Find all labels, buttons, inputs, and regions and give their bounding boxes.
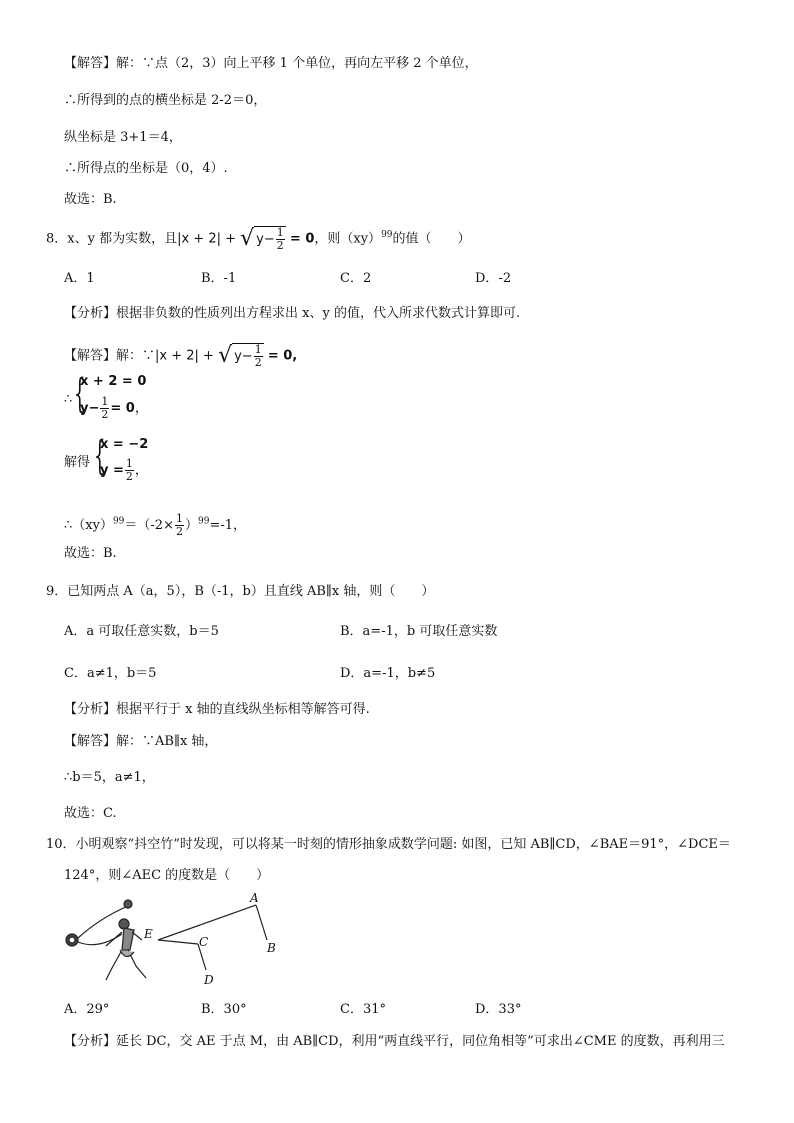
q10-option-d: D．33° bbox=[475, 1002, 522, 1017]
q8-stem: 8．x、y 都为实数，且|x + 2| + √ y− $\frac{1}{2}$ = 0，则（xy）$^{99}$的值（ ） bbox=[46, 226, 471, 252]
q9-choose: 故选：C. bbox=[64, 806, 117, 821]
q7-solution-line4: ∴所得点的坐标是（0，4）. bbox=[64, 161, 228, 176]
q10-analysis: 【分析】延长 DC，交 AE 于点 M，由 AB∥CD，利用“两直线平行，同位角相等”可求出∠CME 的度数，再利用三 bbox=[64, 1034, 725, 1049]
q10-option-b: B．30° bbox=[201, 1002, 247, 1017]
q8-option-a: A．1 bbox=[64, 271, 95, 286]
q8-system2-brace: { bbox=[94, 433, 106, 479]
q8-sqrt: √ y− $\frac{1}{2}$ bbox=[240, 226, 284, 252]
q8-solution: 【解答】解：∵|x + 2| + √ y− $\frac{1}{2}$ = 0, bbox=[64, 343, 298, 369]
q10-stem-line2: 124°，则∠AEC 的度数是（ ） bbox=[64, 868, 270, 883]
q8-system2-top: x = −2 bbox=[100, 437, 149, 452]
q8-option-c: C．2 bbox=[340, 271, 372, 286]
label-D: D bbox=[204, 973, 214, 987]
kongzhu-player-illustration bbox=[66, 900, 146, 980]
q9-analysis: 【分析】根据平行于 x 轴的直线纵坐标相等解答可得. bbox=[64, 702, 370, 717]
q8-option-b: B．-1 bbox=[201, 271, 237, 286]
q8-choose: 故选：B. bbox=[64, 546, 117, 561]
q8-system1-brace: { bbox=[74, 371, 86, 417]
q8-calculation: ∴（xy）$^{99}$＝（-2× $\frac{1}{2}$ ）$^{99}$=-1， bbox=[64, 512, 246, 538]
label-C: C bbox=[199, 935, 209, 949]
q8-solved-label: 解得 bbox=[64, 455, 91, 470]
q8-option-d: D．-2 bbox=[475, 271, 512, 286]
q9-option-b: B．a=-1，b 可取任意实数 bbox=[340, 624, 498, 639]
q8-therefore: ∴ bbox=[64, 392, 73, 407]
q9-solution-line1: 【解答】解：∵AB∥x 轴， bbox=[64, 734, 218, 749]
q10-stem-line1: 10．小明观察“抖空竹”时发现，可以将某一时刻的情形抽象成数学问题: 如图，已知 AB∥CD，∠BAE＝91°，∠DCE＝ bbox=[46, 837, 731, 852]
q10-geometry-lines bbox=[158, 905, 267, 970]
q7-solution-line1: 【解答】解：∵点（2，3）向上平移 1 个单位，再向左平移 2 个单位， bbox=[64, 56, 478, 71]
q8-half: $\frac{1}{2}$ bbox=[276, 226, 284, 252]
q10-option-c: C．31° bbox=[340, 1002, 386, 1017]
q9-option-d: D．a=-1，b≠5 bbox=[340, 666, 436, 681]
q8-analysis: 【分析】根据非负数的性质列出方程求出 x、y 的值，代入所求代数式计算即可. bbox=[64, 306, 521, 321]
q8-abs: |x + 2| + bbox=[177, 231, 236, 247]
q8-system1-bottom: y− $\frac{1}{2}$ = 0， bbox=[80, 395, 148, 421]
label-E: E bbox=[144, 927, 153, 941]
q9-option-a: A．a 可取任意实数，b＝5 bbox=[64, 624, 219, 639]
q10-figure bbox=[60, 888, 290, 993]
q9-stem: 9．已知两点 A（a，5），B（-1，b）且直线 AB∥x 轴，则（ ） bbox=[46, 584, 435, 599]
q9-option-c: C．a≠1，b＝5 bbox=[64, 666, 157, 681]
label-B: B bbox=[267, 941, 276, 955]
q7-solution-line2: ∴所得到的点的横坐标是 2-2＝0， bbox=[64, 93, 267, 108]
q9-solution-line2: ∴b＝5，a≠1， bbox=[64, 770, 155, 785]
q7-solution-line3: 纵坐标是 3+1＝4， bbox=[64, 130, 182, 145]
q8-system1-top: x + 2 = 0 bbox=[80, 374, 147, 389]
q7-choose: 故选：B. bbox=[64, 192, 117, 207]
q10-option-a: A．29° bbox=[64, 1002, 110, 1017]
label-A: A bbox=[250, 891, 259, 905]
q8-system2-bottom: y = $\frac{1}{2}$ ， bbox=[100, 457, 148, 483]
